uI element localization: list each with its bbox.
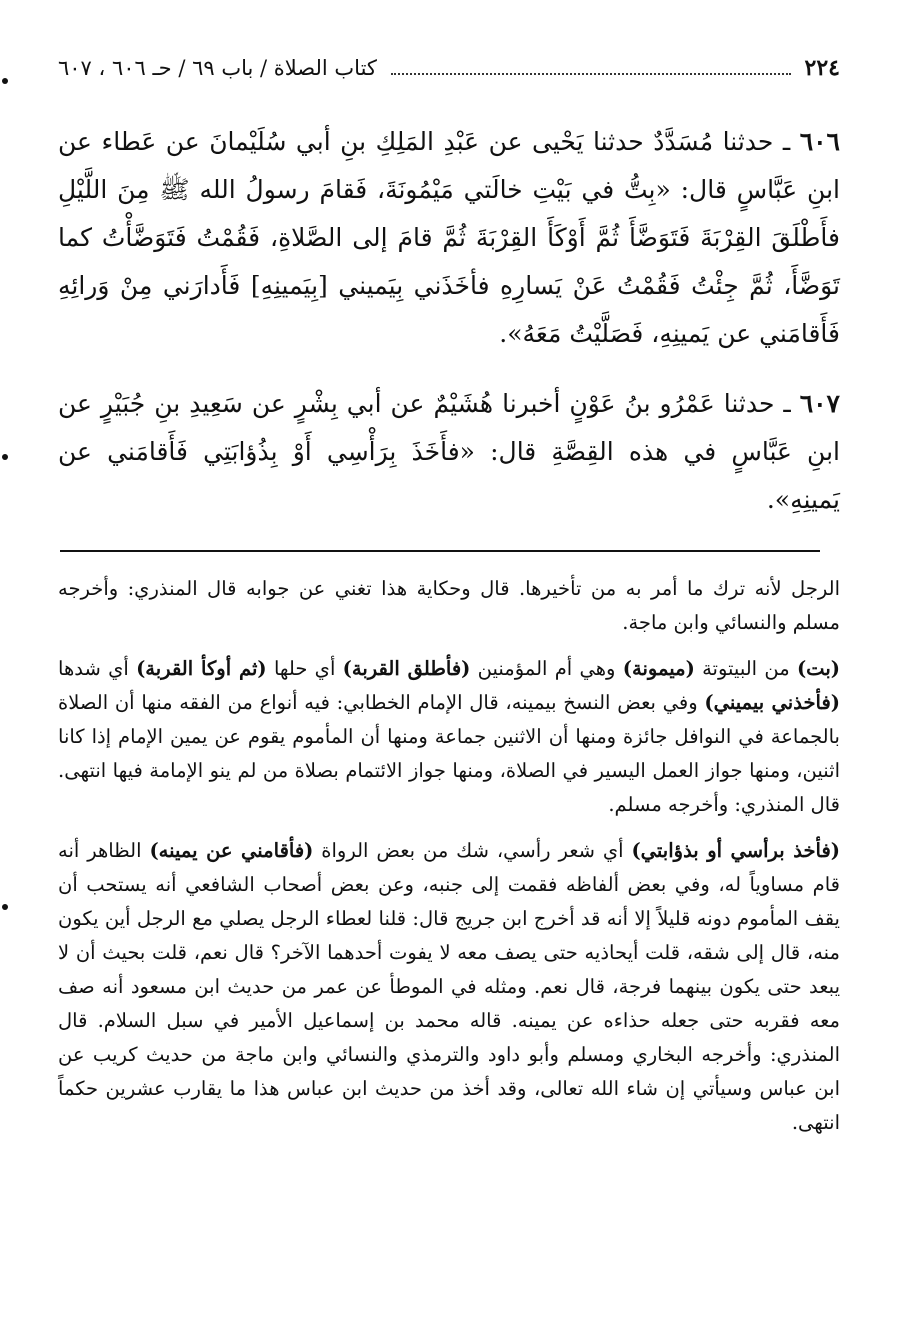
hadith-607 [58,380,840,524]
running-header [58,52,840,92]
commentary-keyword: (فأقامني عن يمينه) [149,839,314,862]
page-number: ٢٢٤ [804,55,840,81]
hadith-text-section [58,118,840,524]
commentary-keyword: (فأخذني بيميني) [704,691,841,714]
hadith-number: ٦٠٧ [799,389,840,418]
chapter-title: كتاب الصلاة / باب ٦٩ / حـ ٦٠٦ ، ٦٠٧ [58,56,377,80]
commentary-paragraph-1 [58,572,840,640]
commentary-text: أي شعر رأسي، شك من بعض الرواة [313,839,632,862]
commentary-paragraph-3 [58,834,840,1140]
hadith-body: ـ حدثنا عَمْرُو بنُ عَوْنٍ أخبرنا هُشَيْمٌ عن أبي بِشْرٍ عن سَعِيدِ بنِ جُبَيْرٍ عن ابنِ عَبَّاسٍ في هذه القِصَّةِ قال: «فأَخَذَ بِرَأْسِي أَوْ بِذُؤابَتِي فَأَقامَني عن يَمينِهِ». [58,389,840,514]
commentary-paragraph-2 [58,652,840,822]
hadith-body: ـ حدثنا مُسَدَّدٌ حدثنا يَحْيى عن عَبْدِ المَلِكِ بنِ أبي سُلَيْمانَ عن عَطاء عن ابنِ عَبَّاسٍ قال: «بِتُّ في بَيْتِ خالَتي مَيْمُونَةَ، فَقامَ رسولُ الله ﷺ مِنَ اللَّيْلِ فأَطْلَقَ القِرْبَةَ فَتَوَضَّأَ ثُمَّ أَوْكَأَ القِرْبَةَ ثُمَّ قامَ إلى الصَّلاةِ، فَقُمْتُ فَتَوَضَّأْتُ كما تَوَضَّأَ، ثُمَّ جِئْتُ فَقُمْتُ عَنْ يَسارِهِ فأخَذَني بِيَميني [بِيَمينِهِ] فَأَدارَني مِنْ وَرائِهِ فَأَقامَني عن يَمينِهِ، فَصَلَّيْتُ مَعَهُ». [58,127,840,348]
hadith-number: ٦٠٦ [799,127,840,156]
margin-dot [2,454,8,460]
commentary-keyword: (ميمونة) [622,657,695,680]
commentary-text: وفي بعض النسخ بيمينه، قال الإمام الخطابي: فيه أنواع من الفقه منها أن الصلاة بالجماعة في النوافل جائزة ومنها أن الاثنين جماعة ومنها أن المأموم يقوم عن يمين الإمام إذا كانا اثنين، ومنها جواز العمل اليسير في الصلاة، ومنها جواز الائتمام بصلاة من لم ينو الإمامة فيها انتهى. قال المنذري: وأخرجه مسلم. [58,691,840,816]
book-page [58,52,840,1140]
hadith-606 [58,118,840,358]
footnote-divider [60,550,820,552]
commentary-keyword: (ثم أوكأ القربة) [136,657,267,680]
commentary-text: وهي أم المؤمنين [470,657,623,680]
commentary-keyword: (فأخذ برأسي أو بذؤابتي) [631,839,840,862]
commentary-text: الرجل لأنه ترك ما أمر به من تأخيرها. قال وحكاية هذا تغني عن جوابه قال المنذري: وأخرجه مسلم والنسائي وابن ماجة. [58,577,840,634]
commentary-section [58,572,840,1140]
header-dotted-leader [391,55,791,75]
commentary-text: أي شدها [58,657,137,680]
margin-dot [2,904,8,910]
margin-dot [2,78,8,84]
commentary-text: من البيتوتة [694,657,797,680]
commentary-text: الظاهر أنه قام مساوياً له، وفي بعض ألفاظه فقمت إلى جنبه، وعن بعض أصحاب الشافعي أنه يستحب أن يقف المأموم دونه قليلاً إلا أنه قد أخرج ابن جريج قال: قلنا لعطاء الرجل يصلي مع الرجل أين يكون منه، قال إلى شقه، قلت أيحاذيه حتى يصف معه لا يفوت أحدهما الآخر؟ قال نعم، قلت بحيث أن لا يبعد حتى يكون بينهما فرجة، قال نعم. ومثله في الموطأ عن عمر من حديث ابن مسعود أنه صف معه فقربه حتى جعله حذاءه عن يمينه. قاله محمد بن إسماعيل الأمير في سبل السلام. قال المنذري: وأخرجه البخاري ومسلم وأبو داود والترمذي والنسائي وابن ماجة من حديث كريب عن ابن عباس وسيأتي إن شاء الله تعالى، وقد أخذ من حديث ابن عباس هذا ما يقارب عشرين حكماً انتهى. [58,839,840,1134]
commentary-text: أي حلها [266,657,343,680]
commentary-keyword: (فأطلق القربة) [342,657,471,680]
commentary-keyword: (بت) [796,657,840,680]
